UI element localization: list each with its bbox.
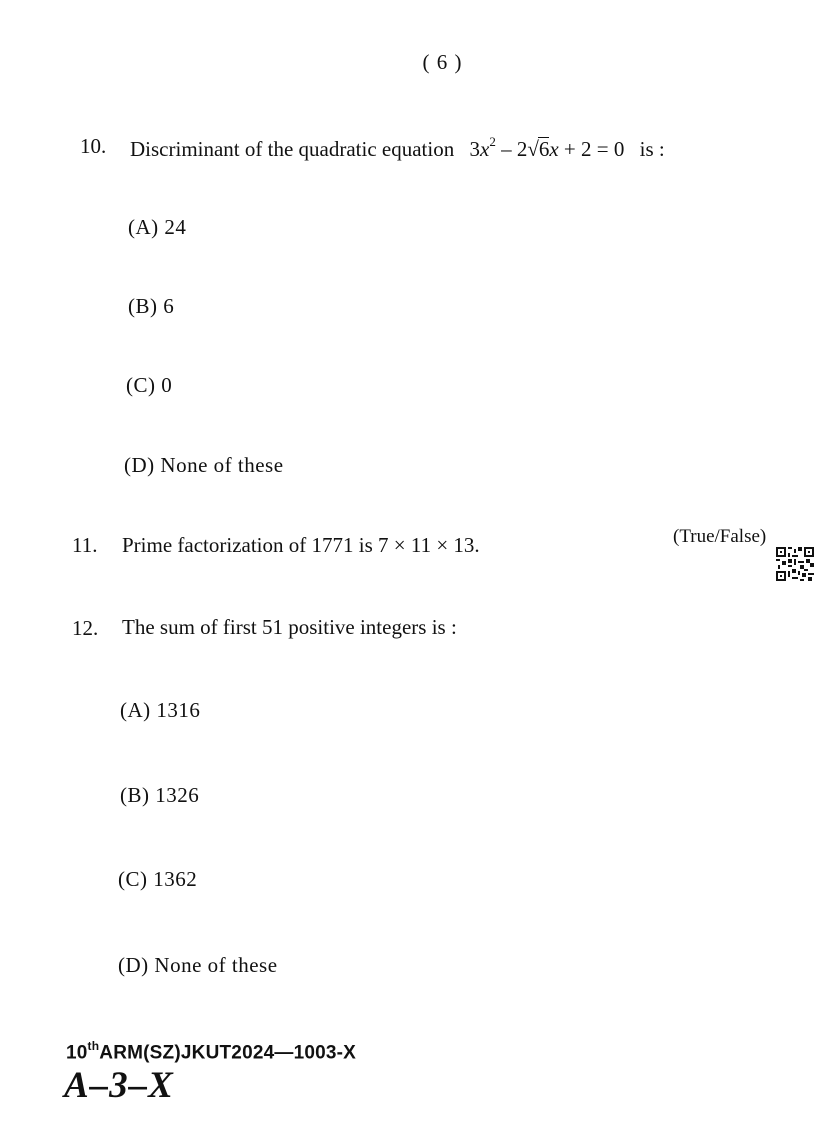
- question-10-number: 10.: [80, 134, 107, 158]
- option-label: (B): [128, 294, 158, 318]
- option-value: 0: [161, 373, 173, 397]
- equation-var-2: x: [549, 137, 559, 161]
- option-label: (C): [118, 867, 148, 891]
- question-10-text: [130, 136, 665, 162]
- question-12-option-a: [120, 698, 200, 723]
- option-label: (B): [120, 783, 150, 807]
- question-11-text: Prime factorization of 1771 is 7 × 11 × 13.: [122, 533, 480, 557]
- question-11-true-false-tag: (True/False): [673, 526, 767, 547]
- option-value: 6: [163, 294, 175, 318]
- exam-code-rest: ARM(SZ)JKUT2024—1003-X: [99, 1042, 357, 1064]
- question-12-number: 12.: [72, 616, 99, 640]
- equation-radicand: 6: [538, 137, 550, 161]
- page-number: ( 6 ): [422, 50, 463, 74]
- equation-op-2: + 2 = 0: [558, 137, 625, 161]
- question-11-number: 11.: [72, 533, 98, 557]
- question-10-option-d: [124, 453, 284, 478]
- question-10-option-a: [128, 215, 186, 240]
- option-label: (A): [128, 215, 159, 239]
- option-label: (A): [120, 698, 151, 722]
- exam-code: [66, 1040, 356, 1064]
- option-label: (D): [124, 453, 155, 477]
- question-10-stem: Discriminant of the quadratic equation: [130, 137, 455, 161]
- question-12-option-b: [120, 783, 199, 808]
- equation-var-1: x: [479, 137, 490, 161]
- question-10-option-c: [126, 373, 172, 398]
- option-label: (C): [126, 373, 156, 397]
- question-12-text: The sum of first 51 positive integers is :: [122, 615, 457, 639]
- equation-radical-sign: √: [527, 137, 539, 161]
- option-value: None of these: [154, 953, 278, 977]
- question-12-option-c: [118, 867, 197, 892]
- question-10-equation: [469, 134, 625, 161]
- option-value: None of these: [160, 453, 284, 477]
- option-value: 1316: [156, 698, 201, 722]
- option-label: (D): [118, 953, 149, 977]
- exam-code-superscript: th: [87, 1039, 100, 1053]
- equation-exponent: 2: [489, 134, 496, 149]
- option-value: 24: [164, 215, 187, 239]
- question-10-suffix: is :: [639, 137, 665, 161]
- option-value: 1326: [155, 783, 200, 807]
- equation-coef-a: 3: [469, 137, 480, 161]
- exam-code-prefix: 10: [66, 1042, 88, 1064]
- question-12-option-d: [118, 953, 278, 978]
- qr-code-icon: [776, 547, 814, 581]
- option-value: 1362: [153, 867, 198, 891]
- set-label: A–3–X: [64, 1065, 174, 1106]
- equation-op-1: – 2: [495, 137, 528, 161]
- question-10-option-b: [128, 294, 174, 319]
